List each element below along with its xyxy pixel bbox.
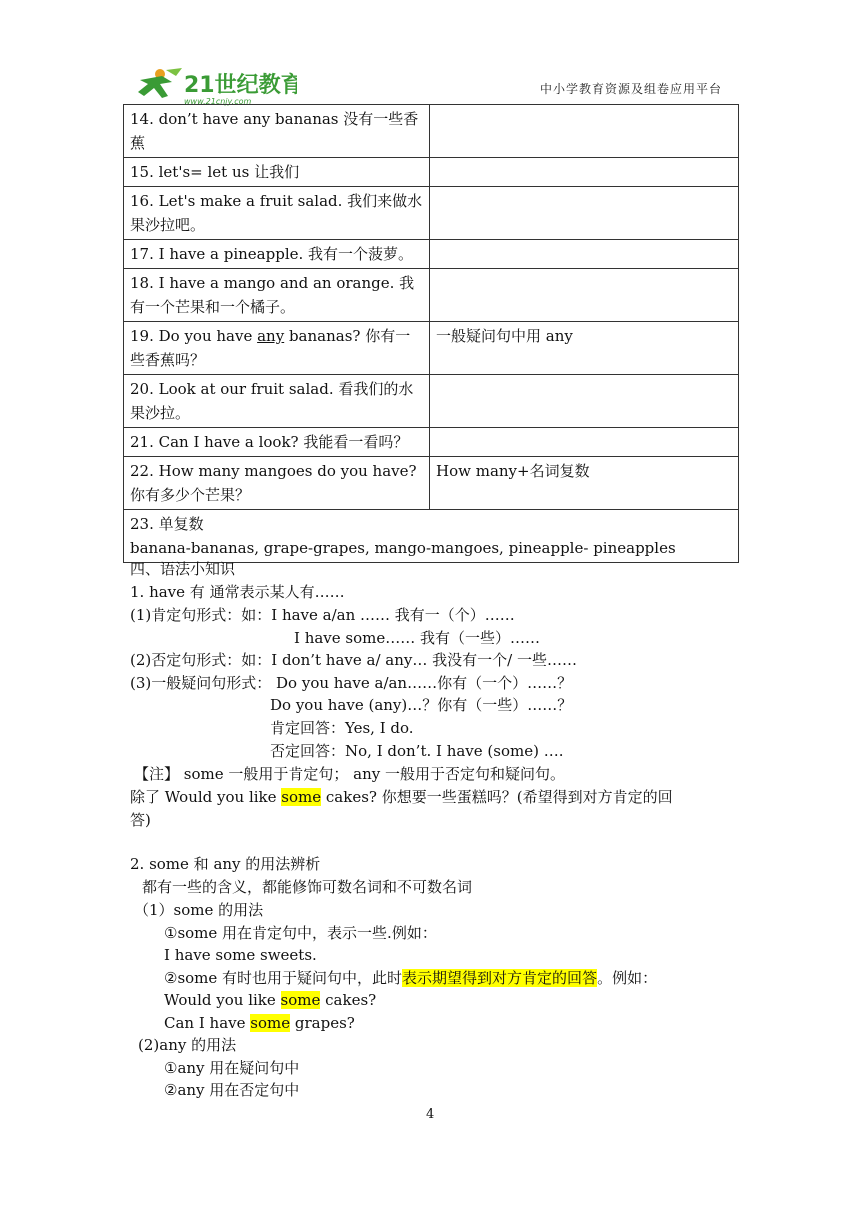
table-row: [124, 187, 739, 240]
table-cell: How many+名词复数: [430, 457, 739, 510]
table-cell: [430, 240, 739, 269]
grammar-line: [164, 1012, 355, 1034]
grammar-line: (2)any 的用法: [138, 1036, 237, 1054]
table-cell: 15. let's= let us 让我们: [124, 158, 430, 187]
highlighted-word: some: [250, 1014, 291, 1032]
site-logo: [132, 66, 297, 106]
grammar-line: (1)肯定句形式：如：I have a/an …… 我有一（个）……: [130, 606, 515, 624]
vocab-table: [123, 104, 739, 563]
highlighted-word: some: [281, 788, 322, 806]
grammar-line: ②any 用在否定句中: [164, 1081, 300, 1099]
table-cell: [430, 105, 739, 158]
table-cell: 21. Can I have a look? 我能看一看吗？: [124, 428, 430, 457]
cell-heading: 23. 单复数: [130, 515, 204, 533]
grammar-line: I have some sweets.: [164, 946, 317, 964]
table-cell: 22. How many mangoes do you have? 你有多少个芒果？: [124, 457, 430, 510]
line-text: Would you like: [164, 991, 281, 1009]
grammar-line: 肯定回答：Yes, I do.: [270, 719, 414, 737]
highlighted-phrase: 表示期望得到对方肯定的回答: [402, 969, 598, 987]
line-text: ②some 有时也用于疑问句中，此时: [164, 969, 403, 987]
grammar-line: ①any 用在疑问句中: [164, 1059, 300, 1077]
grammar-line: Do you have (any)…？你有（一些）……？: [270, 696, 573, 714]
logo-subtext: www.21cnjy.com: [184, 97, 252, 106]
line-text: cakes?: [320, 991, 377, 1009]
header-platform-name: 中小学教育资源及组卷应用平台: [539, 82, 722, 96]
table-cell-merged: [124, 510, 739, 563]
underlined-word: any: [257, 327, 285, 345]
table-cell: [124, 322, 430, 375]
grammar-line: 1. have 有 通常表示某人有……: [130, 583, 345, 601]
table-cell: 18. I have a mango and an orange. 我有一个芒果和一个橘子。: [124, 269, 430, 322]
cell-text: bananas? 你有一些香蕉吗？: [130, 327, 411, 369]
line-text: Can I have: [164, 1014, 251, 1032]
grammar-line: ①some 用在肯定句中，表示一些.例如：: [164, 924, 437, 942]
grammar-line: （1）some 的用法: [134, 901, 264, 919]
highlighted-word: some: [280, 991, 321, 1009]
grammar-line: 2. some 和 any 的用法辨析: [130, 855, 321, 873]
line-text: grapes?: [290, 1014, 355, 1032]
grammar-line: 都有一些的含义，都能修饰可数名词和不可数名词: [142, 878, 473, 896]
table-cell: 17. I have a pineapple. 我有一个菠萝。: [124, 240, 430, 269]
table-row: [124, 428, 739, 457]
table-row: [124, 105, 739, 158]
grammar-line: 答): [130, 811, 151, 829]
table-cell: 14. don’t have any bananas 没有一些香蕉: [124, 105, 430, 158]
cell-text: 19. Do you have: [130, 327, 258, 345]
cell-text: banana-bananas, grape-grapes, mango-mangoes, pineapple- pineapples: [130, 539, 676, 557]
table-cell: [430, 375, 739, 428]
grammar-line: (2)否定句形式：如：I don’t have a/ any… 我没有一个/ 一些……: [130, 651, 577, 669]
table-cell: [430, 158, 739, 187]
grammar-line: (3)一般疑问句形式： Do you have a/an……你有（一个）……？: [130, 674, 573, 692]
logo-text: 21世纪教育: [184, 73, 297, 98]
grammar-line: [164, 989, 376, 1011]
table-cell: 20. Look at our fruit salad. 看我们的水果沙拉。: [124, 375, 430, 428]
line-text: 除了 Would you like: [130, 788, 282, 806]
table-cell: [430, 269, 739, 322]
table-row: [124, 158, 739, 187]
table-cell: [430, 428, 739, 457]
grammar-line: [130, 786, 673, 808]
grammar-line: 否定回答：No, I don’t. I have (some) ….: [270, 742, 564, 760]
note-line: 【注】 some 一般用于肯定句； any 一般用于否定句和疑问句。: [134, 765, 565, 783]
table-cell: 一般疑问句中用 any: [430, 322, 739, 375]
section-heading: 四、语法小知识: [130, 560, 236, 578]
grammar-line: I have some…… 我有（一些）……: [294, 629, 541, 647]
table-row: [124, 510, 739, 563]
table-row: [124, 322, 739, 375]
table-row: [124, 240, 739, 269]
page-number: 4: [426, 1107, 435, 1122]
table-row: [124, 375, 739, 428]
runner-logo-icon: [138, 68, 182, 98]
table-row: [124, 457, 739, 510]
line-text: 。例如：: [597, 969, 658, 987]
table-cell: [430, 187, 739, 240]
table-row: [124, 269, 739, 322]
line-text: cakes? 你想要一些蛋糕吗？(希望得到对方肯定的回: [321, 788, 673, 806]
grammar-line: [164, 967, 657, 989]
table-cell: 16. Let's make a fruit salad. 我们来做水果沙拉吧。: [124, 187, 430, 240]
